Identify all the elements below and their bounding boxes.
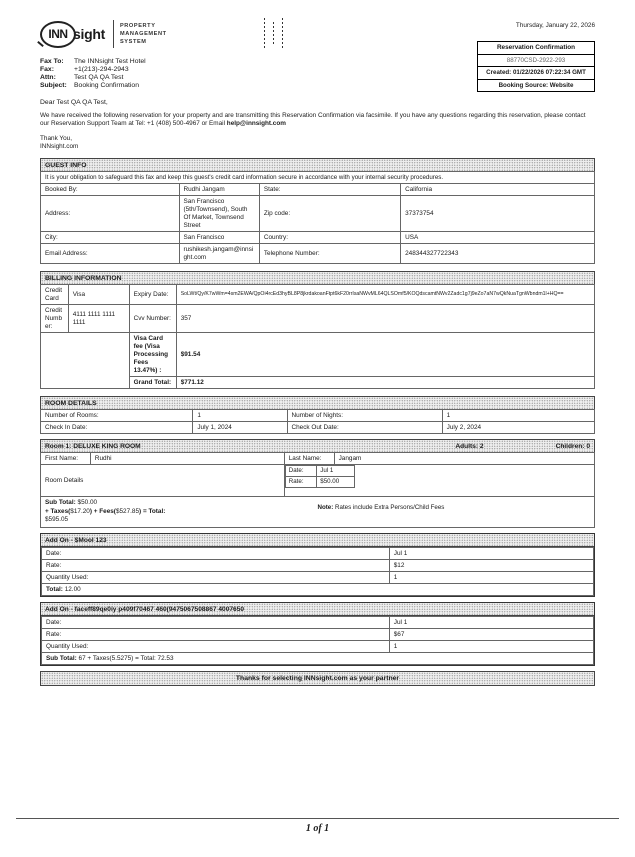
state-value: California xyxy=(401,184,595,196)
addon1-total-label: Total: xyxy=(46,585,63,593)
table-row xyxy=(42,560,594,572)
room1-adults: Adults: 2 xyxy=(455,442,484,450)
confirmation-id: 88770CSD-2922-293 xyxy=(478,55,594,67)
table-row xyxy=(41,333,595,377)
addon2-date-label: Date: xyxy=(42,617,390,629)
city-value: San Francisco xyxy=(179,232,259,244)
addon1-date-label: Date: xyxy=(42,548,390,560)
signature-text: INNsight.com xyxy=(40,143,79,151)
fax-number-label: Fax: xyxy=(40,66,54,74)
table-row xyxy=(41,285,595,305)
document-date: Thursday, January 22, 2026 xyxy=(515,22,595,29)
rate-date-label: Date: xyxy=(285,466,317,477)
addon2-table xyxy=(41,616,594,665)
taxes-label: + Taxes( xyxy=(45,507,71,515)
table-row xyxy=(41,305,595,333)
addon2-header: Add On - faceff89qe0iy p409f70467 460(9475067508867 4007650 xyxy=(41,603,594,616)
reservation-confirmation-box xyxy=(477,41,595,92)
table-row xyxy=(41,196,595,232)
logo-divider xyxy=(113,20,114,48)
num-nights-value: 1 xyxy=(442,410,594,422)
fax-mark xyxy=(264,18,265,48)
logo-text: sight xyxy=(73,26,105,42)
security-note: It is your obligation to safeguard this fax and keep this guest's credit card information secure in accordance with your internal security procedures. xyxy=(41,172,595,184)
rate-value: $50.00 xyxy=(317,476,355,487)
room-details-header: ROOM DETAILS xyxy=(40,396,595,410)
logo-circle-text: INN xyxy=(40,21,76,48)
state-label: State: xyxy=(259,184,400,196)
signature-block xyxy=(40,135,595,152)
table-row xyxy=(42,641,594,653)
header-right xyxy=(477,16,595,92)
table-row xyxy=(41,232,595,244)
booked-by-value: Rudhi Jangam xyxy=(179,184,259,196)
logo-subtitle xyxy=(120,22,167,46)
zip-label: Zip code: xyxy=(259,196,400,232)
room1-subtotal-cell xyxy=(41,497,595,528)
room1-taxfees-line xyxy=(45,508,318,517)
zip-value: 37373754 xyxy=(401,196,595,232)
thank-you-text: Thank You, xyxy=(40,134,72,142)
logo-subtitle-line: PROPERTY xyxy=(119,22,156,29)
table-row xyxy=(41,422,595,434)
num-nights-label: Number of Nights: xyxy=(287,410,442,422)
booking-source: Booking Source: Website xyxy=(498,81,574,89)
city-label: City: xyxy=(41,232,180,244)
magnifier-logo-icon xyxy=(40,21,105,48)
addon-box-2 xyxy=(40,602,595,666)
table-row xyxy=(41,184,595,196)
billing-table xyxy=(40,284,595,389)
reservation-box-title: Reservation Confirmation xyxy=(478,42,594,55)
room1-children: Children: 0 xyxy=(555,442,590,450)
addon1-rate-value: $12 xyxy=(389,560,593,572)
fax-mark xyxy=(282,18,283,48)
addon1-qty-label: Quantity Used: xyxy=(42,572,390,584)
email-value: rushikesh.jangam@innsight.com xyxy=(179,244,259,264)
rate-by-date-table xyxy=(285,465,355,488)
fax-calibration-marks-icon xyxy=(264,18,283,50)
booked-by-label: Booked By: xyxy=(41,184,180,196)
addon1-total xyxy=(42,584,594,596)
addon2-rate-label: Rate: xyxy=(42,629,390,641)
table-row xyxy=(42,653,594,665)
room1-subtotal-line xyxy=(45,499,318,508)
last-name-value: Jangam xyxy=(334,453,594,465)
thanks-footer-bar: Thanks for selecting INNsight.com as your partner xyxy=(40,671,595,686)
check-out-label: Check Out Date: xyxy=(287,422,442,434)
table-row xyxy=(41,453,595,465)
table-row xyxy=(41,244,595,264)
check-in-value: July 1, 2024 xyxy=(193,422,287,434)
credit-number-label: Credit Number: xyxy=(41,305,69,333)
credit-number-value: 4111 1111 1111 1111 xyxy=(68,305,129,333)
note-text: Rates include Extra Persons/Child Fees xyxy=(333,504,445,512)
first-name-label: First Name: xyxy=(41,453,91,465)
table-row xyxy=(42,548,594,560)
guest-info-header: GUEST INFO xyxy=(40,158,595,172)
room1-subtotal-block xyxy=(45,499,318,525)
logo-subtitle-line: SYSTEM xyxy=(119,39,147,46)
addon2-total xyxy=(42,653,594,665)
attn-line xyxy=(40,74,340,82)
security-note-row xyxy=(41,172,595,184)
addon1-qty-value: 1 xyxy=(389,572,593,584)
attn-value: Test QA QA Test xyxy=(74,74,124,82)
fax-to-label: Fax To: xyxy=(40,58,64,65)
room-details-cell-label: Room Details xyxy=(41,465,285,497)
table-row xyxy=(42,584,594,596)
rate-date-value: Jul 1 xyxy=(317,466,355,477)
fax-to-value: The INNsight Test Hotel xyxy=(74,58,146,65)
room1-table xyxy=(40,452,595,528)
addon1-rate-label: Rate: xyxy=(42,560,390,572)
page-number: 1 of 1 xyxy=(305,823,330,834)
room1-header xyxy=(40,439,595,453)
visa-fee-label: Visa Card fee (Visa Processing Fees 13.47%) : xyxy=(129,333,176,377)
num-rooms-label: Number of Rooms: xyxy=(41,410,193,422)
addon2-qty-value: 1 xyxy=(389,641,593,653)
num-rooms-value: 1 xyxy=(193,410,287,422)
expiry-label: Expiry Date: xyxy=(129,285,176,305)
addon1-table xyxy=(41,547,594,596)
room-details-table xyxy=(40,409,595,434)
table-row xyxy=(41,465,595,497)
country-label: Country: xyxy=(259,232,400,244)
billing-empty-cell xyxy=(41,333,130,389)
check-out-value: July 2, 2024 xyxy=(442,422,594,434)
credit-card-type: Visa xyxy=(68,285,129,305)
table-row xyxy=(41,497,595,528)
room1-note xyxy=(318,499,591,525)
table-row xyxy=(42,629,594,641)
body-text: We have received the following reservation for your property and are transmitting this Reservation Confirmation via facsimile. If you have any questions regarding this reservation, please contact our Reservation Support Team at Tel: +1 (408) 500-4967 or Email xyxy=(40,112,586,128)
table-row xyxy=(42,572,594,584)
grand-total-value: $771.12 xyxy=(176,377,594,389)
addon-box-1 xyxy=(40,533,595,597)
fax-to-line xyxy=(40,58,340,66)
fees-label: ) + Fees( xyxy=(89,507,116,515)
first-name-value: Rudhi xyxy=(90,453,284,465)
attn-label: Attn: xyxy=(40,74,56,82)
subtotal-label: Sub Total: xyxy=(45,499,76,507)
table-row xyxy=(285,476,354,487)
addon1-total-value: 12.00 xyxy=(62,585,81,593)
greeting: Dear Test QA QA Test, xyxy=(40,99,108,107)
addon2-rate-value: $67 xyxy=(389,629,593,641)
room1-total-value: $595.05 xyxy=(45,516,69,524)
last-name-label: Last Name: xyxy=(284,453,334,465)
table-row xyxy=(285,466,354,477)
check-in-label: Check In Date: xyxy=(41,422,193,434)
guest-info-table xyxy=(40,171,595,264)
subject-line xyxy=(40,82,340,90)
telephone-value: 248344327722343 xyxy=(401,244,595,264)
telephone-label: Telephone Number: xyxy=(259,244,400,264)
cvv-label: Cvv Number: xyxy=(129,305,176,333)
credit-card-label: Credit Card xyxy=(41,285,69,305)
addon1-date-value: Jul 1 xyxy=(389,548,593,560)
fax-number-value: +1(213)-294-2943 xyxy=(74,66,129,74)
country-value: USA xyxy=(401,232,595,244)
table-row xyxy=(41,410,595,422)
table-row xyxy=(42,617,594,629)
cvv-value: 357 xyxy=(176,305,594,333)
room1-subtotal-flex xyxy=(45,499,590,525)
room1-title: Room 1: DELUXE KING ROOM xyxy=(45,442,141,450)
grand-total-label: Grand Total: xyxy=(129,377,176,389)
addon2-qty-label: Quantity Used: xyxy=(42,641,390,653)
subject-label: Subject: xyxy=(40,82,67,90)
expiry-encrypted-value: SoLWt/Qy/K7wWm=4sm2EWA/QpOi4rcEd3hyBL8P8jkrdakoanFtpt6kF20rrIsaNWvML64QLSOmf5/KOQdscamtNWv2Zadc1g7j9eZo7aN7wQkNuaTgnWbndm1l+HQ== xyxy=(176,285,594,305)
innsight-logo xyxy=(40,16,290,48)
subject-value: Booking Confirmation xyxy=(74,82,139,90)
billing-info-header: BILLING INFORMATION xyxy=(40,271,595,285)
address-value: San Francisco (5th/Townsend), South Of Market, Townsend Street xyxy=(179,196,259,232)
addon2-total-value: 67 + Taxes(5.5275) = Total: 72.53 xyxy=(76,654,174,662)
created-timestamp: Created: 01/22/2026 07:22:34 GMT xyxy=(478,67,594,79)
addon2-total-label: Sub Total: xyxy=(46,654,77,662)
visa-fee-value: $91.54 xyxy=(176,333,594,377)
subtotal-value: $50.00 xyxy=(75,499,98,507)
logo-subtitle-line: MANAGEMENT xyxy=(119,30,167,37)
body-paragraph xyxy=(40,112,595,129)
addon1-header: Add On - $Mool 123 xyxy=(41,534,594,547)
note-label: Note: xyxy=(317,504,334,512)
address-label: Address: xyxy=(41,196,180,232)
email-label: Email Address: xyxy=(41,244,180,264)
page-footer-rule xyxy=(16,818,619,819)
support-email: help@innsight.com xyxy=(226,120,286,128)
total-label: ) = Total: xyxy=(139,507,166,515)
fees-value: $527.85 xyxy=(115,507,140,515)
taxes-value: $17.20 xyxy=(70,507,90,515)
addon2-date-value: Jul 1 xyxy=(389,617,593,629)
fax-mark xyxy=(273,22,274,44)
room-rate-cell xyxy=(284,465,594,497)
rate-label: Rate: xyxy=(285,476,317,487)
fax-fields xyxy=(40,58,340,90)
fax-number-line xyxy=(40,66,340,74)
